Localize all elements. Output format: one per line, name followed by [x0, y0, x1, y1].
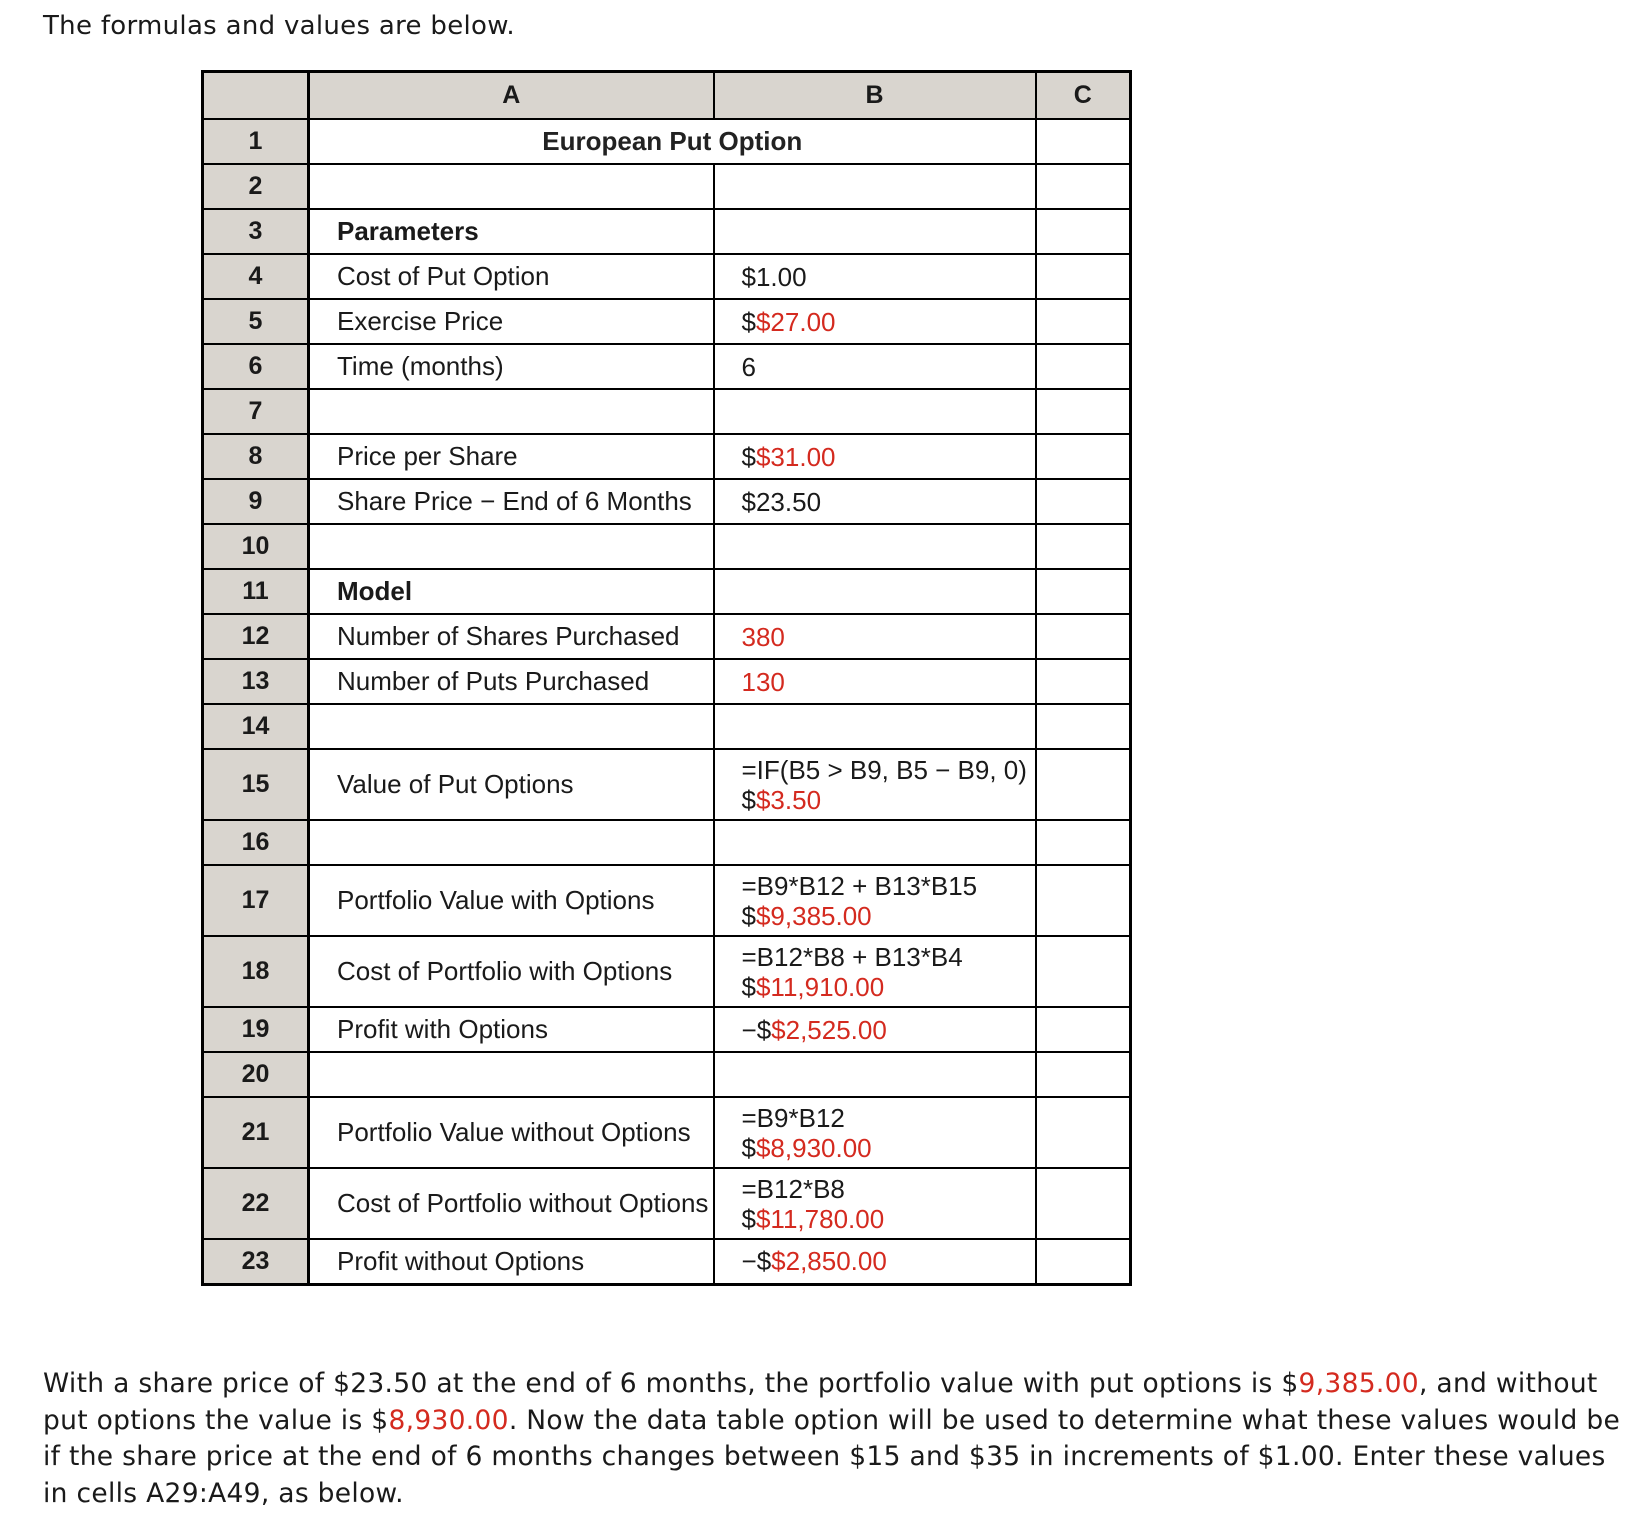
table-row	[203, 820, 1131, 865]
label-price-per-share: Price per Share	[309, 434, 714, 479]
cell-b3	[714, 209, 1036, 254]
table-row	[203, 209, 1131, 254]
red-value: $9,385.00	[755, 900, 872, 931]
spreadsheet	[201, 70, 1132, 1286]
row-number: 20	[203, 1052, 309, 1097]
table-row	[203, 524, 1131, 569]
cell-b14	[714, 704, 1036, 749]
table-row	[203, 479, 1131, 524]
sheet-title: European Put Option	[309, 119, 1036, 164]
row-number: 10	[203, 524, 309, 569]
cell-b7	[714, 389, 1036, 434]
cell-a20	[309, 1052, 714, 1097]
row-number: 23	[203, 1239, 309, 1284]
cell-c1	[1036, 119, 1131, 164]
paragraph-text: With a share price of $23.50 at the end of 6 months, the portfolio value with put options is $	[43, 1368, 1299, 1399]
cell-b2	[714, 164, 1036, 209]
cell-c10	[1036, 524, 1131, 569]
formula-text: =B9*B12 + B13*B15	[741, 870, 978, 901]
table-row	[203, 1097, 1131, 1168]
table-row	[203, 164, 1131, 209]
red-value: $27.00	[755, 306, 836, 337]
corner-cell	[203, 72, 309, 120]
red-value: $2,525.00	[771, 1014, 887, 1045]
red-value: $3.50	[755, 784, 822, 815]
column-header-c: C	[1036, 72, 1131, 120]
row-number: 2	[203, 164, 309, 209]
row-number: 21	[203, 1097, 309, 1168]
row-number: 8	[203, 434, 309, 479]
value-portfolio-without-options: =B9*B12 $$8,930.00	[714, 1097, 1036, 1168]
table-row	[203, 569, 1131, 614]
explanation-paragraph	[43, 1366, 1623, 1512]
cell-c6	[1036, 344, 1131, 389]
row-number: 18	[203, 936, 309, 1007]
column-header-row	[203, 72, 1131, 120]
row-number: 7	[203, 389, 309, 434]
label-puts-purchased: Number of Puts Purchased	[309, 659, 714, 704]
value-portfolio-with-options: =B9*B12 + B13*B15 $$9,385.00	[714, 865, 1036, 936]
red-value: $8,930.00	[755, 1132, 872, 1163]
label-exercise-price: Exercise Price	[309, 299, 714, 344]
value-cost-portfolio-without-options: =B12*B8 $$11,780.00	[714, 1168, 1036, 1239]
table-row	[203, 659, 1131, 704]
label-portfolio-value-with-options: Portfolio Value with Options	[309, 865, 714, 936]
red-value: $2,850.00	[771, 1246, 887, 1277]
cell-c13	[1036, 659, 1131, 704]
label-profit-without-options: Profit without Options	[309, 1239, 714, 1284]
row-number: 12	[203, 614, 309, 659]
value-cost-of-put-option: $1.00	[714, 254, 1036, 299]
label-time-months: Time (months)	[309, 344, 714, 389]
cell-c4	[1036, 254, 1131, 299]
table-row	[203, 254, 1131, 299]
table-row	[203, 614, 1131, 659]
cell-b10	[714, 524, 1036, 569]
row-number: 5	[203, 299, 309, 344]
table-row	[203, 1007, 1131, 1052]
cell-c18	[1036, 936, 1131, 1007]
minus-sign: −	[741, 1014, 757, 1045]
cell-c3	[1036, 209, 1131, 254]
cell-a14	[309, 704, 714, 749]
table-row	[203, 119, 1131, 164]
cell-c23	[1036, 1239, 1131, 1284]
value-profit-with-options: −$$2,525.00	[714, 1007, 1036, 1052]
cell-a16	[309, 820, 714, 865]
red-value: $11,910.00	[755, 971, 885, 1002]
row-number: 19	[203, 1007, 309, 1052]
paragraph-text: , and without put options the value is $	[43, 1368, 1598, 1436]
section-label-parameters: Parameters	[309, 209, 714, 254]
row-number: 17	[203, 865, 309, 936]
table-row	[203, 749, 1131, 820]
row-number: 1	[203, 119, 309, 164]
row-number: 9	[203, 479, 309, 524]
cell-c20	[1036, 1052, 1131, 1097]
value-of-put-options: =IF(B5 > B9, B5 − B9, 0) $$3.50	[714, 749, 1036, 820]
label-value-of-put-options: Value of Put Options	[309, 749, 714, 820]
table-row	[203, 1052, 1131, 1097]
red-value: $11,780.00	[755, 1203, 885, 1234]
value-profit-without-options: −$$2,850.00	[714, 1239, 1036, 1284]
cell-a7	[309, 389, 714, 434]
label-share-price-end: Share Price − End of 6 Months	[309, 479, 714, 524]
cell-c22	[1036, 1168, 1131, 1239]
portfolio-with-options-value: 9,385.00	[1298, 1368, 1419, 1399]
cell-c14	[1036, 704, 1131, 749]
label-shares-purchased: Number of Shares Purchased	[309, 614, 714, 659]
table-row	[203, 704, 1131, 749]
portfolio-without-options-value: 8,930.00	[388, 1404, 509, 1436]
section-label-model: Model	[309, 569, 714, 614]
table-row	[203, 936, 1131, 1007]
value-price-per-share: $$31.00	[714, 434, 1036, 479]
cell-c7	[1036, 389, 1131, 434]
row-number: 13	[203, 659, 309, 704]
value-share-price-end: $23.50	[714, 479, 1036, 524]
cell-c19	[1036, 1007, 1131, 1052]
column-header-b: B	[714, 72, 1036, 120]
label-cost-portfolio-without-options: Cost of Portfolio without Options	[309, 1168, 714, 1239]
row-number: 22	[203, 1168, 309, 1239]
cell-c9	[1036, 479, 1131, 524]
value-time-months: 6	[714, 344, 1036, 389]
cell-c5	[1036, 299, 1131, 344]
value-shares-purchased: 380	[714, 614, 1036, 659]
label-portfolio-value-without-options: Portfolio Value without Options	[309, 1097, 714, 1168]
formula-text: =B9*B12	[741, 1102, 845, 1133]
formula-text: =B12*B8 + B13*B4	[741, 941, 963, 972]
cell-a2	[309, 164, 714, 209]
row-number: 16	[203, 820, 309, 865]
row-number: 15	[203, 749, 309, 820]
row-number: 11	[203, 569, 309, 614]
label-cost-of-put-option: Cost of Put Option	[309, 254, 714, 299]
cell-c17	[1036, 865, 1131, 936]
row-number: 3	[203, 209, 309, 254]
formula-text: =IF(B5 > B9, B5 − B9, 0)	[741, 754, 1027, 785]
intro-text: The formulas and values are below.	[43, 11, 515, 41]
row-number: 6	[203, 344, 309, 389]
paragraph-text: . Now the data table option will be used to determine what these values would be if the share price at the end of 6 months changes between $15 and $35 in increments of $1.00. Enter these values in cells A29:A49, as below.	[43, 1404, 1621, 1509]
value-cost-portfolio-with-options: =B12*B8 + B13*B4 $$11,910.00	[714, 936, 1036, 1007]
table-row	[203, 299, 1131, 344]
cell-b20	[714, 1052, 1036, 1097]
cell-c21	[1036, 1097, 1131, 1168]
table-row	[203, 434, 1131, 479]
formula-text: =B12*B8	[741, 1173, 845, 1204]
table-row	[203, 389, 1131, 434]
table-row	[203, 1239, 1131, 1284]
label-profit-with-options: Profit with Options	[309, 1007, 714, 1052]
cell-c8	[1036, 434, 1131, 479]
cell-c12	[1036, 614, 1131, 659]
cell-c11	[1036, 569, 1131, 614]
cell-a10	[309, 524, 714, 569]
table-row	[203, 344, 1131, 389]
cell-b16	[714, 820, 1036, 865]
column-header-a: A	[309, 72, 714, 120]
row-number: 14	[203, 704, 309, 749]
value-puts-purchased: 130	[714, 659, 1036, 704]
value-exercise-price: $$27.00	[714, 299, 1036, 344]
label-cost-portfolio-with-options: Cost of Portfolio with Options	[309, 936, 714, 1007]
table-row	[203, 1168, 1131, 1239]
minus-sign: −	[741, 1246, 757, 1277]
table-row	[203, 865, 1131, 936]
cell-c15	[1036, 749, 1131, 820]
cell-b11	[714, 569, 1036, 614]
row-number: 4	[203, 254, 309, 299]
red-value: $31.00	[755, 441, 836, 472]
cell-c16	[1036, 820, 1131, 865]
cell-c2	[1036, 164, 1131, 209]
